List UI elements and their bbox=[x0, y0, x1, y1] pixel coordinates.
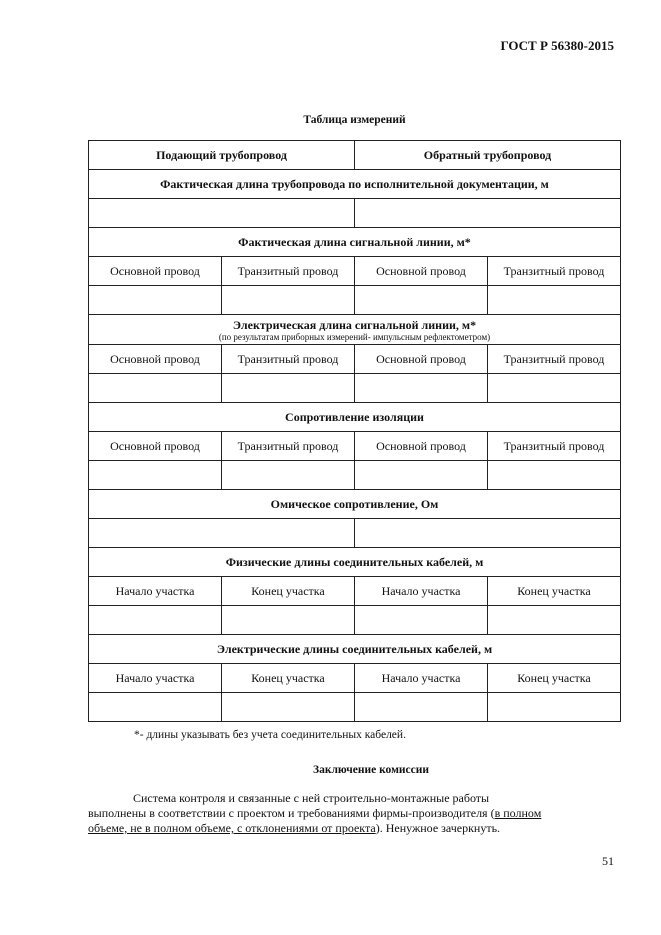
column-label: Начало участка bbox=[355, 577, 488, 606]
section-insulation-resistance: Сопротивление изоляции bbox=[89, 403, 621, 432]
table-row bbox=[89, 257, 621, 286]
table-row bbox=[89, 432, 621, 461]
column-label: Конец участка bbox=[488, 664, 621, 693]
value-cell[interactable] bbox=[222, 461, 355, 490]
conclusion-line bbox=[88, 821, 608, 836]
section-subtitle: (по результатам приборных измерений- импульсным рефлектометром) bbox=[218, 331, 491, 342]
conclusion-options: объеме, не в полном объеме, с отклонениями от проекта bbox=[88, 821, 376, 835]
value-cell[interactable] bbox=[89, 461, 222, 490]
value-cell[interactable] bbox=[355, 606, 488, 635]
conclusion-text: ). Ненужное зачеркнуть. bbox=[375, 821, 501, 835]
column-label: Конец участка bbox=[222, 664, 355, 693]
value-cell[interactable] bbox=[488, 693, 621, 722]
column-label: Начало участка bbox=[355, 664, 488, 693]
value-cell[interactable] bbox=[89, 199, 355, 228]
measurements-table bbox=[88, 140, 621, 722]
table-row bbox=[89, 286, 621, 315]
section-title: Электрическая длина сигнальной линии, м* bbox=[232, 317, 477, 332]
value-cell[interactable] bbox=[355, 374, 488, 403]
table-row bbox=[89, 635, 621, 664]
table-row bbox=[89, 548, 621, 577]
section-actual-pipe-length: Фактическая длина трубопровода по исполнительной документации, м bbox=[89, 170, 621, 199]
value-cell[interactable] bbox=[488, 286, 621, 315]
value-cell[interactable] bbox=[222, 286, 355, 315]
column-label: Начало участка bbox=[89, 577, 222, 606]
column-label: Основной провод bbox=[355, 345, 488, 374]
value-cell[interactable] bbox=[222, 693, 355, 722]
table-row bbox=[89, 606, 621, 635]
table-row bbox=[89, 228, 621, 257]
table-row bbox=[89, 664, 621, 693]
column-label: Основной провод bbox=[355, 432, 488, 461]
value-cell[interactable] bbox=[355, 693, 488, 722]
value-cell[interactable] bbox=[89, 693, 222, 722]
table-footnote: *- длины указывать без учета соединительных кабелей. bbox=[134, 729, 406, 741]
table-row bbox=[89, 490, 621, 519]
value-cell[interactable] bbox=[488, 606, 621, 635]
table-row bbox=[89, 315, 621, 345]
column-label: Транзитный провод bbox=[488, 432, 621, 461]
table-row bbox=[89, 577, 621, 606]
table-row bbox=[89, 141, 621, 170]
value-cell[interactable] bbox=[355, 519, 621, 548]
conclusion-title: Заключение комиссии bbox=[313, 764, 429, 776]
page-number: 51 bbox=[602, 854, 614, 868]
value-cell[interactable] bbox=[355, 286, 488, 315]
value-cell[interactable] bbox=[89, 606, 222, 635]
conclusion-line bbox=[88, 806, 608, 821]
column-label: Транзитный провод bbox=[488, 257, 621, 286]
conclusion-text: выполнены в соответствии с проектом и требованиями фирмы-производителя ( bbox=[88, 806, 495, 820]
conclusion-options: в полном bbox=[494, 806, 542, 820]
column-label: Конец участка bbox=[488, 577, 621, 606]
document-code: ГОСТ Р 56380-2015 bbox=[500, 38, 614, 53]
table-row bbox=[89, 693, 621, 722]
column-label: Транзитный провод bbox=[222, 257, 355, 286]
column-label: Конец участка bbox=[222, 577, 355, 606]
table-row bbox=[89, 461, 621, 490]
column-label: Основной провод bbox=[89, 257, 222, 286]
table-row bbox=[89, 519, 621, 548]
section-electrical-signal-line-length bbox=[89, 315, 621, 345]
value-cell[interactable] bbox=[222, 606, 355, 635]
column-label: Основной провод bbox=[89, 345, 222, 374]
column-label: Начало участка bbox=[89, 664, 222, 693]
return-pipe-header: Обратный трубопровод bbox=[355, 141, 621, 170]
column-label: Транзитный провод bbox=[488, 345, 621, 374]
table-caption: Таблица измерений bbox=[303, 114, 406, 126]
table-row bbox=[89, 170, 621, 199]
conclusion-paragraph bbox=[88, 791, 608, 836]
table-row bbox=[89, 345, 621, 374]
value-cell[interactable] bbox=[488, 374, 621, 403]
conclusion-line: Система контроля и связанные с ней строительно-монтажные работы bbox=[133, 791, 490, 805]
column-label: Основной провод bbox=[89, 432, 222, 461]
supply-pipe-header: Подающий трубопровод bbox=[89, 141, 355, 170]
value-cell[interactable] bbox=[355, 199, 621, 228]
value-cell[interactable] bbox=[89, 519, 355, 548]
table-row bbox=[89, 199, 621, 228]
section-actual-signal-line-length: Фактическая длина сигнальной линии, м* bbox=[89, 228, 621, 257]
value-cell[interactable] bbox=[89, 286, 222, 315]
column-label: Основной провод bbox=[355, 257, 488, 286]
value-cell[interactable] bbox=[222, 374, 355, 403]
column-label: Транзитный провод bbox=[222, 432, 355, 461]
value-cell[interactable] bbox=[488, 461, 621, 490]
table-row bbox=[89, 403, 621, 432]
value-cell[interactable] bbox=[89, 374, 222, 403]
table-row bbox=[89, 374, 621, 403]
section-ohmic-resistance: Омическое сопротивление, Ом bbox=[89, 490, 621, 519]
section-physical-cable-lengths: Физические длины соединительных кабелей, м bbox=[89, 548, 621, 577]
column-label: Транзитный провод bbox=[222, 345, 355, 374]
value-cell[interactable] bbox=[355, 461, 488, 490]
section-electrical-cable-lengths: Электрические длины соединительных кабелей, м bbox=[89, 635, 621, 664]
